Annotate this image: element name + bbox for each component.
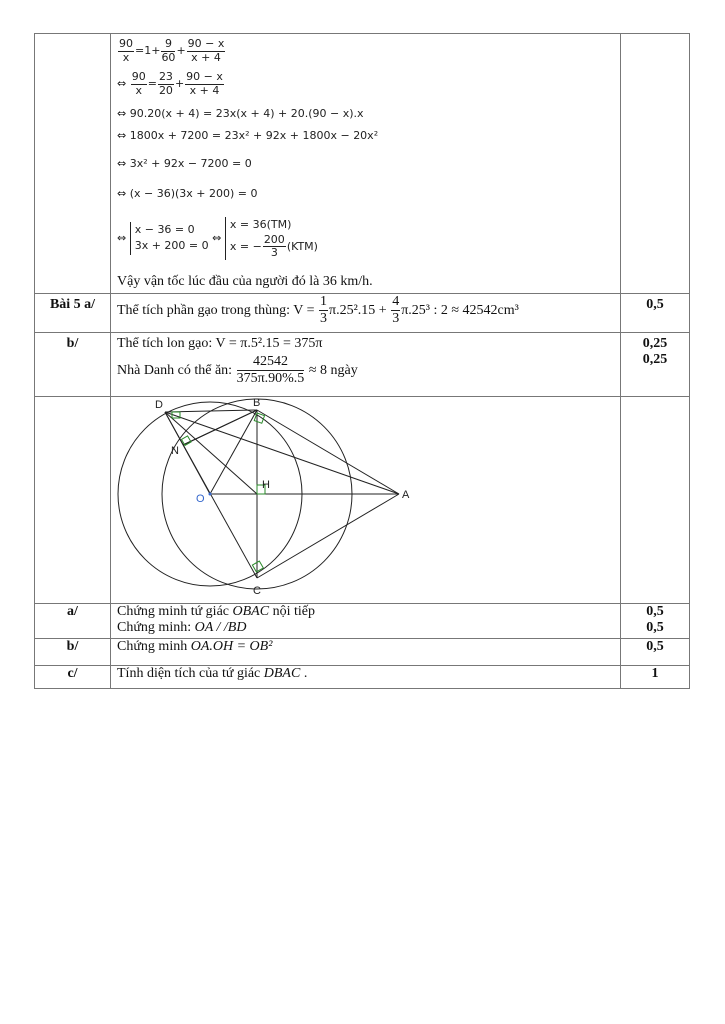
part-a-line1: Chứng minh tứ giác OBAC nội tiếp (117, 604, 315, 619)
table-row-bai5b (35, 333, 690, 397)
answer-table (34, 33, 690, 689)
points-bai5b: 0,25 0,25 (621, 333, 690, 397)
label-A: A (402, 489, 410, 501)
table-row-part-b (35, 639, 690, 666)
points-cell-empty (621, 34, 690, 294)
label-H: H (262, 479, 270, 491)
volume-formula: V = $\frac{1}{3}$ π.25².15 + $\frac{4}{3}$ π.25³ : 2 ≈ 42542cm³ (293, 294, 519, 327)
eq-line-1: $\frac{90}{x}$ =1+ $\frac{9}{60}$ + $\frac{90 - x}{x + 4}$ (119, 37, 225, 64)
content-cell-part-c: Tính diện tích của tứ giác DBAC . (111, 666, 621, 689)
content-cell-part-a (111, 604, 621, 639)
label-bai5b: b/ (35, 333, 111, 397)
eq-line-4: ⇔ 1800x + 7200 = 23x² + 92x + 1800x − 20x² (117, 129, 379, 142)
label-cell-empty-2 (35, 397, 111, 604)
points-part-b: 0,5 (621, 639, 690, 666)
label-D: D (155, 399, 163, 411)
label-cell-empty (35, 34, 111, 294)
table-row-figure (35, 397, 690, 604)
eq-line-2: ⇔ $\frac{90}{x}$ = $\frac{23}{20}$ + $\frac{90 - x}{x + 4}$ (117, 70, 223, 97)
points-part-a: 0,5 0,5 (621, 604, 690, 639)
volume-text: Thể tích phần gạo trong thùng: (117, 302, 294, 318)
content-cell-can-volume (111, 333, 621, 397)
label-C: C (253, 585, 261, 597)
content-cell-part-b: Chứng minh OA.OH = OB² (111, 639, 621, 666)
points-bai5a: 0,5 (621, 294, 690, 333)
can-volume-line: Thể tích lon gạo: V = π.5².15 = 375π (117, 336, 323, 351)
days-line: Nhà Danh có thể ăn: $\frac{42542}{375\pi.90\%.5}$ ≈ 8 ngày (117, 354, 358, 387)
points-cell-empty-2 (621, 397, 690, 604)
content-cell-volume (111, 294, 621, 333)
eq-line-5: ⇔ 3x² + 92x − 7200 = 0 (117, 157, 252, 170)
equation-block (117, 38, 614, 273)
figure-cell (111, 397, 621, 604)
label-B: B (253, 397, 261, 409)
content-cell-equation (111, 34, 621, 294)
label-N: N (171, 445, 179, 457)
table-row-bai5a (35, 294, 690, 333)
eq-line-3: ⇔ 90.20(x + 4) = 23x(x + 4) + 20.(90 − x).x (117, 107, 364, 120)
label-bai5a: Bài 5 a/ (35, 294, 111, 333)
points-part-c: 1 (621, 666, 690, 689)
table-row-equation (35, 34, 690, 294)
eq-line-7: ⇔ x − 36 = 0 3x + 200 = 0 ⇔ x = 36(TM) x = − $\frac{200}{3}$ (KTM) (117, 218, 318, 260)
label-part-a: a/ (35, 604, 111, 639)
geometry-figure (117, 397, 417, 603)
conclusion-text: Vậy vận tốc lúc đầu của người đó là 36 km/h. (117, 274, 373, 289)
label-part-c: c/ (35, 666, 111, 689)
table-row-part-a (35, 604, 690, 639)
label-part-b: b/ (35, 639, 111, 666)
part-a-line2: Chứng minh: OA / /BD (117, 620, 247, 635)
table-row-part-c (35, 666, 690, 689)
label-O: O (196, 493, 205, 505)
eq-line-6: ⇔ (x − 36)(3x + 200) = 0 (117, 187, 258, 200)
